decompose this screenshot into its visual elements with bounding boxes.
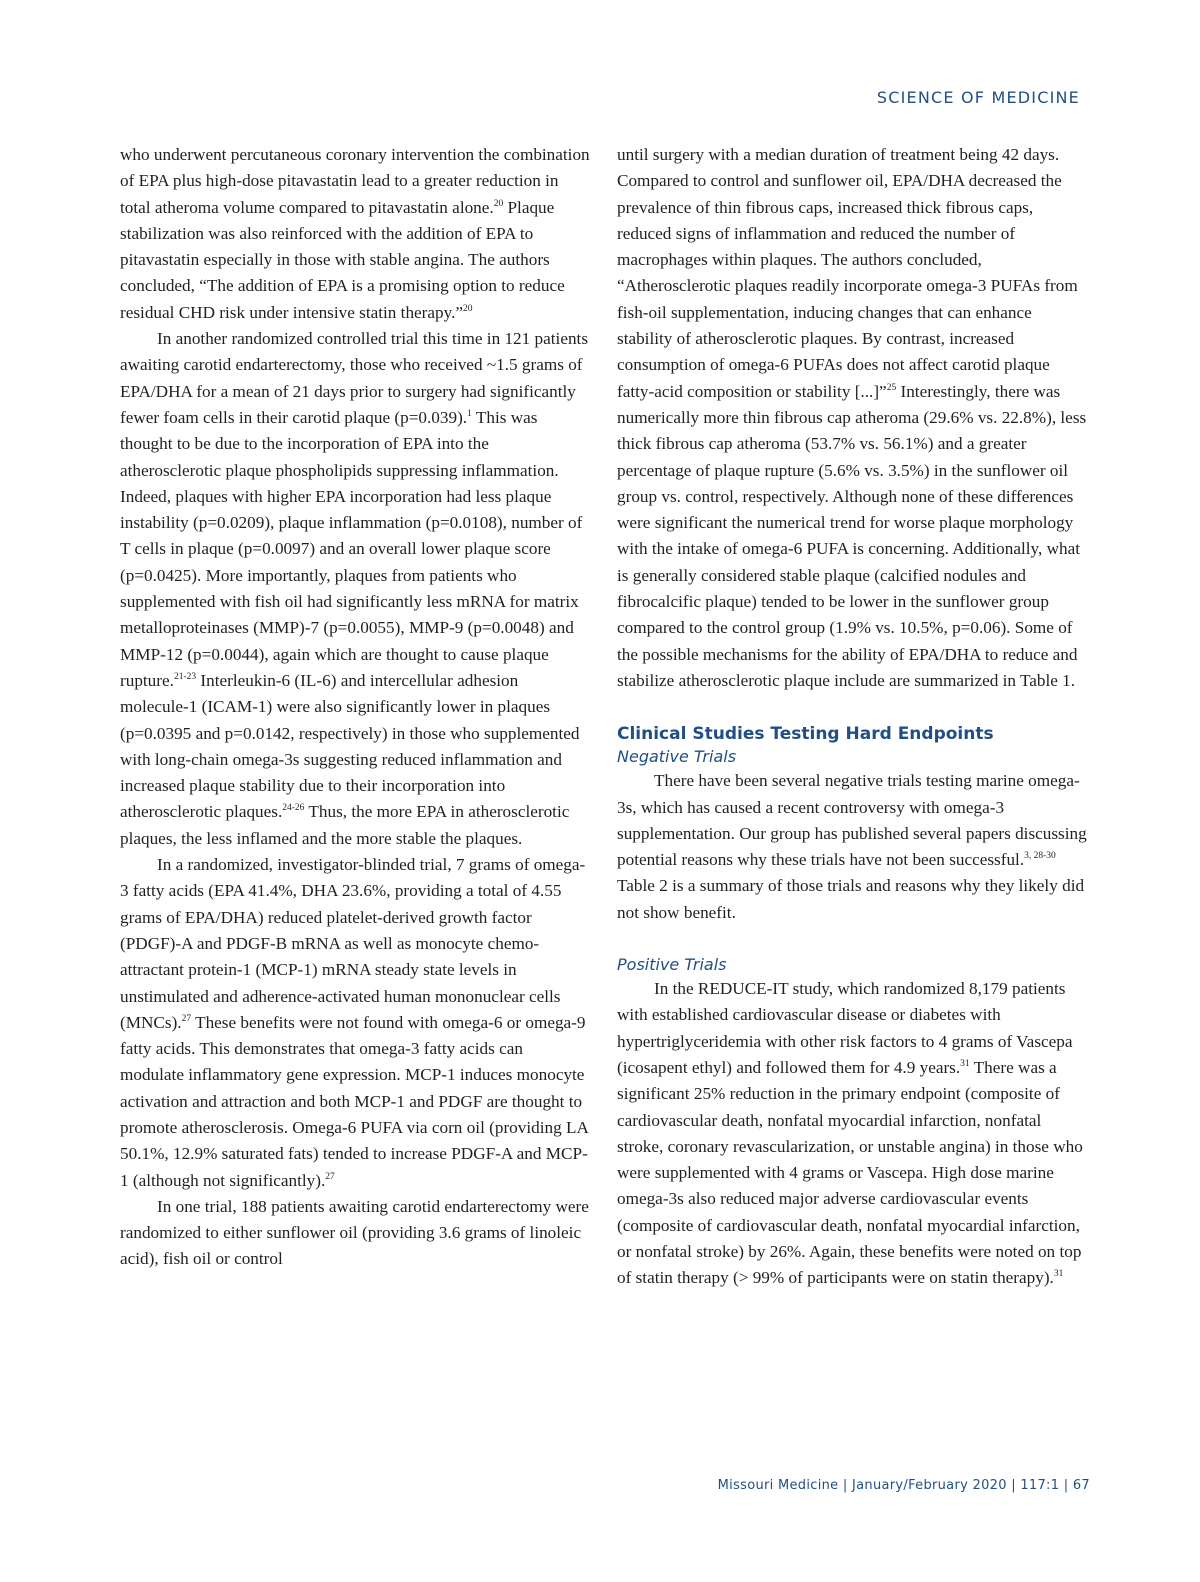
citation: 20 bbox=[493, 198, 504, 209]
citation: 1 bbox=[467, 408, 472, 419]
citation: 20 bbox=[463, 303, 473, 314]
paragraph: In a randomized, investigator-blinded trial, 7 grams of omega-3 fatty acids (EPA 41.4%, DHA 23.6%, providing a total of 4.55 grams of EPA/DHA) reduced platelet-derived growth factor (PDGF)-A and PDGF-B mRNA as well as monocyte chemo-attractant protein-1 (MCP-1) mRNA steady state levels in unstimulated and adherence-activated human mononuclear cells (MNCs).$^{27}$ These benefits were not found with omega-6 or omega-9 fatty acids. This demonstrates that omega-3 fatty acids can modulate inflammatory gene expression. MCP-1 induces monocyte activation and attraction and both MCP-1 and PDGF are thought to promote atherosclerosis. Omega-6 PUFA via corn oil (providing LA 50.1%, 12.9% saturated fats) tended to increase PDGF-A and MCP-1 (although not significantly).$^{27}$ bbox=[120, 855, 588, 1190]
subsection-heading: Positive Trials bbox=[617, 955, 727, 975]
citation: 3, 28-30 bbox=[1024, 851, 1056, 862]
paragraph: There have been several negative trials testing marine omega-3s, which has caused a recent controversy with omega-3 supplementation. Our group has published several papers discussing potential reasons why these trials have not been successful.$^{3, 28-30}$ Table 2 is a summary of those trials and reasons why they likely did not show benefit. bbox=[617, 771, 1087, 922]
citation: 31 bbox=[960, 1058, 970, 1069]
right-column bbox=[617, 142, 1087, 1292]
paragraph: In the REDUCE-IT study, which randomized 8,179 patients with established cardiovascular disease or diabetes with hypertriglyceridemia with other risk factors to 4 grams of Vascepa (icosapent ethyl) and followed them for 4.9 years.$^{31}$ There was a significant 25% reduction in the primary endpoint (composite of cardiovascular death, nonfatal myocardial infarction, nonfatal stroke, coronary revascularization, or unstable angina) in those who were supplemented with 4 grams or Vascepa. High dose marine omega-3s also reduced major adverse cardiovascular events (composite of cardiovascular death, nonfatal myocardial infarction, or nonfatal stroke) by 26%. Again, these benefits were noted on top of statin therapy (> 99% of participants were on statin therapy).$^{31}$ bbox=[617, 979, 1083, 1288]
page-footer: Missouri Medicine | January/February 2020 | 117:1 | 67 bbox=[717, 1478, 1090, 1493]
subsection-heading: Negative Trials bbox=[617, 747, 737, 767]
paragraph: until surgery with a median duration of treatment being 42 days. Compared to control and sunflower oil, EPA/DHA decreased the prevalence of thin fibrous caps, increased thick fibrous caps, reduced signs of inflammation and reduced the number of macrophages within plaques. The authors concluded, “Atherosclerotic plaques readily incorporate omega-3 PUFAs from fish-oil supplementation, inducing changes that can enhance stability of atherosclerotic plaques. By contrast, increased consumption of omega-6 PUFAs does not affect carotid plaque fatty-acid composition or stability [...]”$^{25}$ Interestingly, there was numerically more thin fibrous cap atheroma (29.6% vs. 22.8%), less thick fibrous cap atheroma (53.7% vs. 56.1%) and a greater percentage of plaque rupture (5.6% vs. 3.5%) in the sunflower oil group vs. control, respectively. Although none of these differences were significant the numerical trend for worse plaque morphology with the intake of omega-6 PUFA is concerning. Additionally, what is generally considered stable plaque (calcified nodules and fibrocalcific plaque) tended to be lower in the sunflower group compared to the control group (1.9% vs. 10.5%, p=0.06). Some of the possible mechanisms for the ability of EPA/DHA to reduce and stabilize atherosclerotic plaque include are summarized in Table 1. bbox=[617, 145, 1087, 690]
citation: 27 bbox=[181, 1013, 192, 1024]
paragraph: who underwent percutaneous coronary intervention the combination of EPA plus high-dose pitavastatin lead to a greater reduction in total atheroma volume compared to pitavastatin alone.$^{20}$ Plaque stabilization was also reinforced with the addition of EPA to pitavastatin especially in those with stable angina. The authors concluded, “The addition of EPA is a promising option to reduce residual CHD risk under intensive statin therapy.”$^{20}$ bbox=[120, 145, 590, 322]
section-header: SCIENCE OF MEDICINE bbox=[876, 88, 1080, 107]
citation: 24-26 bbox=[282, 803, 305, 814]
citation: 21-23 bbox=[173, 671, 197, 682]
left-column bbox=[120, 142, 590, 1273]
citation: 31 bbox=[1053, 1269, 1064, 1280]
citation: 25 bbox=[886, 382, 897, 393]
citation: 27 bbox=[325, 1171, 335, 1182]
paragraph: In another randomized controlled trial this time in 121 patients awaiting carotid endarterectomy, those who received ~1.5 grams of EPA/DHA for a mean of 21 days prior to surgery had significantly fewer foam cells in their carotid plaque (p=0.039).$^1$ This was thought to be due to the incorporation of EPA into the atherosclerotic plaque phospholipids suppressing inflammation. Indeed, plaques with higher EPA incorporation had less plaque instability (p=0.0209), plaque inflammation (p=0.0108), number of T cells in plaque (p=0.0097) and an overall lower plaque score (p=0.0425). More importantly, plaques from patients who supplemented with fish oil had significantly less mRNA for matrix metalloproteinases (MMP)-7 (p=0.0055), MMP-9 (p=0.0048) and MMP-12 (p=0.0044), again which are thought to cause plaque rupture.$^{21-23}$ Interleukin-6 (IL-6) and intercellular adhesion molecule-1 (ICAM-1) were also significantly lower in plaques (p=0.0395 and p=0.0142, respectively) in those who supplemented with long-chain omega-3s suggesting reduced inflammation and increased plaque stability due to their incorporation into atherosclerotic plaques.$^{24-26}$ Thus, the more EPA in atherosclerotic plaques, the less inflamed and the more stable the plaques. bbox=[120, 329, 589, 848]
section-heading: Clinical Studies Testing Hard Endpoints bbox=[617, 724, 994, 745]
paragraph: In one trial, 188 patients awaiting carotid endarterectomy were randomized to either sunflower oil (providing 3.6 grams of linoleic acid), fish oil or control bbox=[120, 1196, 589, 1269]
